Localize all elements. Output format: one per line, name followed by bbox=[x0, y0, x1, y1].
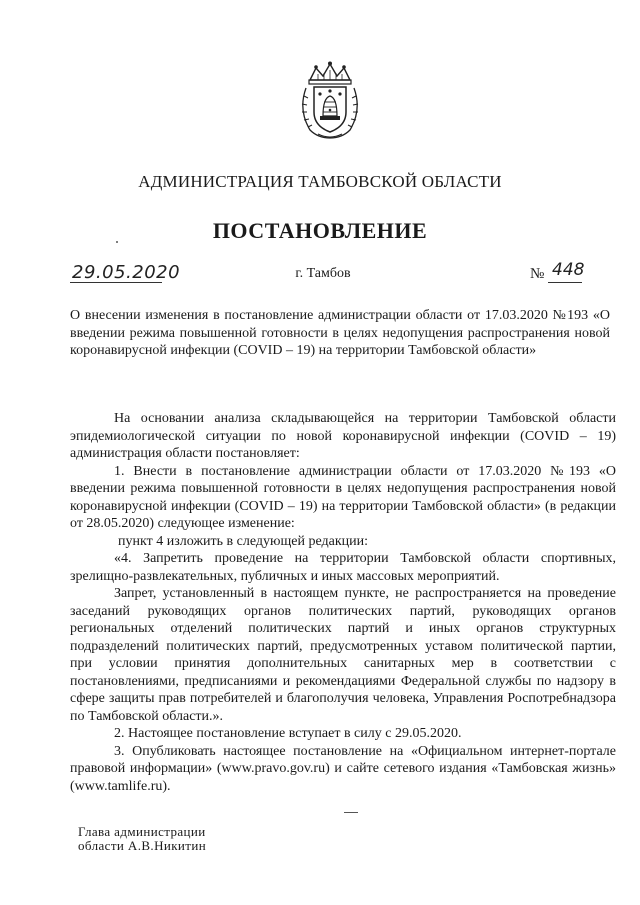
document-city: г. Тамбов bbox=[295, 266, 351, 281]
document-number: 448 bbox=[552, 260, 585, 280]
stray-dot-mark bbox=[116, 241, 118, 243]
clause-4-exception-text: Запрет, установленный в настоящем пункте, не распространяется на проведение заседаний руководящих органов политических партий, руководящих органов региональных отделений политических партий и иных органов структурных подразделений политических партий, предусмотренных уставом политической партии, при условии принятия дополнительных санитарных мер в соответствии с постановлениями, предписаниями и рекомендациями Федеральной службы по надзору в сфере защиты прав потребителей и благополучия человека, Управления Роспотребнадзора по Тамбовской области.». bbox=[70, 586, 616, 724]
document-number-label: № bbox=[530, 266, 545, 282]
clause-1-amendment-intro: пункт 4 изложить в следующей редакции: bbox=[118, 533, 368, 549]
clause-1-paragraph: 1. Внести в постановление администрации области от 17.03.2020 №193 «О введении режима повышенной готовности в целях недопущения распространения новой коронавирусной инфекции (COVID – 19) на территории Тамбовской области» (в редакции от 28.05.2020) следующее изменение: bbox=[70, 463, 616, 531]
clause-2-paragraph: 2. Настоящее постановление вступает в силу с 29.05.2020. bbox=[114, 726, 462, 741]
signature-name: области А.В.Никитин bbox=[78, 838, 207, 853]
signature-block bbox=[78, 825, 206, 853]
number-underline bbox=[548, 282, 582, 283]
document-date: 29.05.2020 bbox=[72, 262, 181, 283]
clause-3-paragraph: 3. Опубликовать настоящее постановление на «Официальном интернет-портале правовой информации» (www.pravo.gov.ru) и сайте сетевого издания «Тамбовская жизнь» (www.tamlife.ru). bbox=[70, 743, 616, 794]
clause-4-text: «4. Запретить проведение на территории Тамбовской области спортивных, зрелищно-развлекательных, публичных и иных массовых мероприятий. bbox=[70, 551, 616, 584]
organization-name: АДМИНИСТРАЦИЯ ТАМБОВСКОЙ ОБЛАСТИ bbox=[138, 172, 502, 191]
separator-dash bbox=[344, 812, 358, 813]
signature-position: Глава администрации bbox=[78, 824, 206, 839]
document-type-title: ПОСТАНОВЛЕНИЕ bbox=[212, 218, 428, 243]
preamble-paragraph: На основании анализа складывающейся на территории Тамбовской области эпидемиологической ситуации по новой коронавирусной инфекции (COVID – 19) администрация области постановляет: bbox=[70, 411, 616, 461]
document-body bbox=[70, 410, 616, 795]
document-subject: О внесении изменения в постановление администрации области от 17.03.2020 №193 «О введении режима повышенной готовности в целях недопущения распространения новой коронавирусной инфекции (COVID – 19) на территории Тамбовской области» bbox=[70, 308, 610, 358]
tambov-coat-of-arms-icon bbox=[296, 60, 364, 140]
date-underline bbox=[70, 282, 162, 283]
